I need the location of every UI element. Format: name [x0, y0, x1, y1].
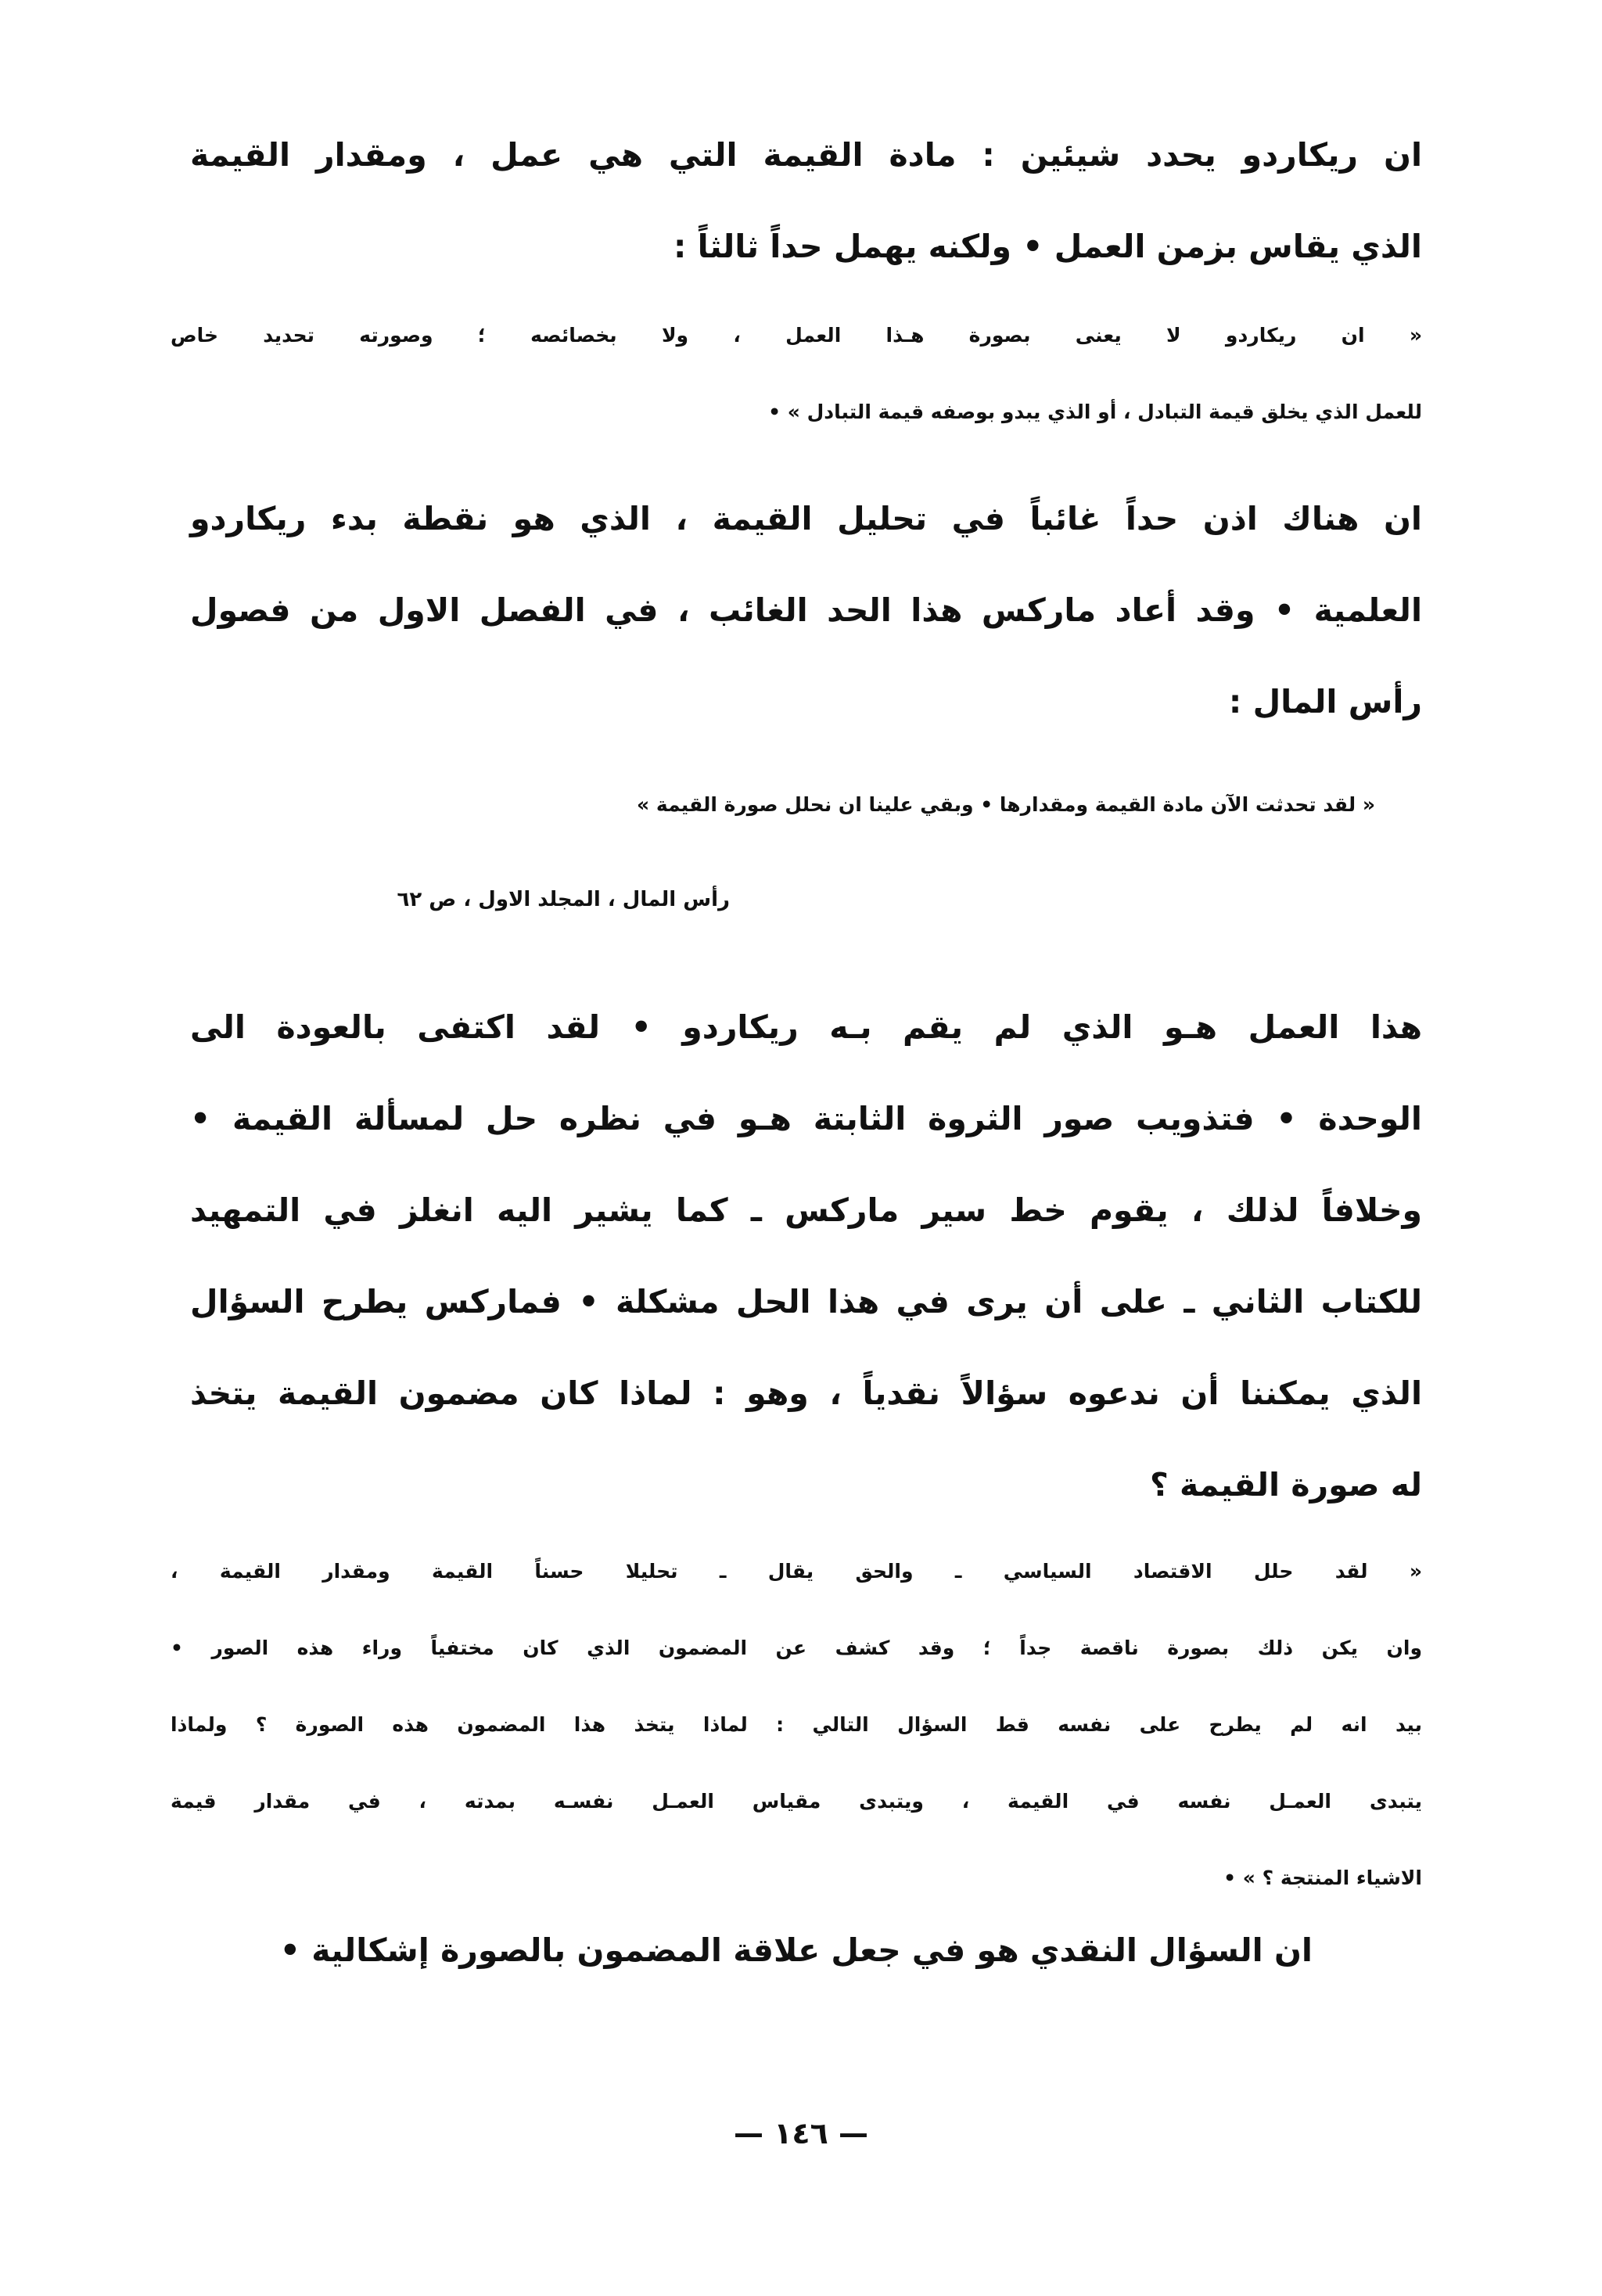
quote-political-economy	[171, 1533, 1422, 1917]
quote-line: « لقد حلل الاقتصاد السياسي ـ والحق يقال ـ تحليلا حسناً القيمة ومقدار القيمة ،	[171, 1560, 1422, 1583]
paragraph-line: له صورة القيمة ؟	[1149, 1466, 1422, 1504]
paragraph-critical-question	[186, 1905, 1313, 1996]
quote-line: الاشياء المنتجة ؟ » •	[1223, 1867, 1422, 1889]
quote-line: للعمل الذي يخلق قيمة التبادل ، أو الذي يبدو بوصفه قيمة التبادل » •	[768, 401, 1422, 423]
paragraph-missing-term	[190, 473, 1422, 748]
paragraph-line: ان ريكاردو يحدد شيئين : مادة القيمة التي هي عمل ، ومقدار القيمة	[190, 136, 1422, 174]
paragraph-marx-question	[190, 982, 1422, 1531]
quote-line: « ان ريكاردو لا يعنى بصورة هـذا العمل ، ولا بخصائصه ؛ وصورته تحديد خاص	[171, 324, 1422, 347]
quote-line: يتبدى العمـل نفسه في القيمة ، ويتبدى مقياس العمـل نفسـه بمدته ، في مقدار قيمة	[171, 1790, 1422, 1813]
paragraph-line: وخلافاً لذلك ، يقوم خط سير ماركس ـ كما يشير اليه انغلز في التمهيد	[190, 1191, 1422, 1229]
paragraph-line: الذي يقاس بزمن العمل • ولكنه يهمل حداً ثالثاً :	[673, 228, 1422, 265]
page-number: — ١٤٦ —	[733, 2116, 869, 2150]
paragraph-intro	[190, 110, 1422, 293]
quote-line: وان يكن ذلك بصورة ناقصة جداً ؛ وقد كشف عن المضمون الذي كان مختفياً وراء هذه الصور •	[171, 1637, 1422, 1659]
paragraph-line: ان السؤال النقدي هو في جعل علاقة المضمون بالصورة إشكالية •	[279, 1931, 1313, 1969]
quote-line: « لقد تحدثت الآن مادة القيمة ومقدارها • وبقي علينا ان نحلل صورة القيمة »	[636, 793, 1375, 816]
paragraph-line: هذا العمل هـو الذي لم يقم بـه ريكاردو • لقد اكتفى بالعودة الى	[190, 1008, 1422, 1046]
paragraph-line: الوحدة • فتذويب صور الثروة الثابتة هـو في نظره حل لمسألة القيمة •	[190, 1100, 1422, 1137]
paragraph-line: للكتاب الثاني ـ على أن يرى في هذا الحل مشكلة • فماركس يطرح السؤال	[190, 1283, 1422, 1320]
quote-ricardo	[171, 297, 1422, 451]
paragraph-line: العلمية • وقد أعاد ماركس هذا الحد الغائب ، في الفصل الاول من فصول	[190, 591, 1422, 629]
quote-capital	[233, 767, 1375, 843]
quote-line: بيد انه لم يطرح على نفسه قط السؤال التالي : لماذا يتخذ هذا المضمون هذه الصورة ؟ ولماذا	[171, 1713, 1422, 1736]
paragraph-line: ان هناك اذن حداً غائباً في تحليل القيمة ، الذي هو نقطة بدء ريكاردو	[190, 500, 1422, 537]
paragraph-line: رأس المال :	[1228, 683, 1422, 720]
source-reference: رأس المال ، المجلد الاول ، ص ٦٢	[397, 888, 730, 911]
paragraph-line: الذي يمكننا أن ندعوه سؤالاً نقدياً ، وهو : لماذا كان مضمون القيمة يتخذ	[190, 1374, 1422, 1412]
